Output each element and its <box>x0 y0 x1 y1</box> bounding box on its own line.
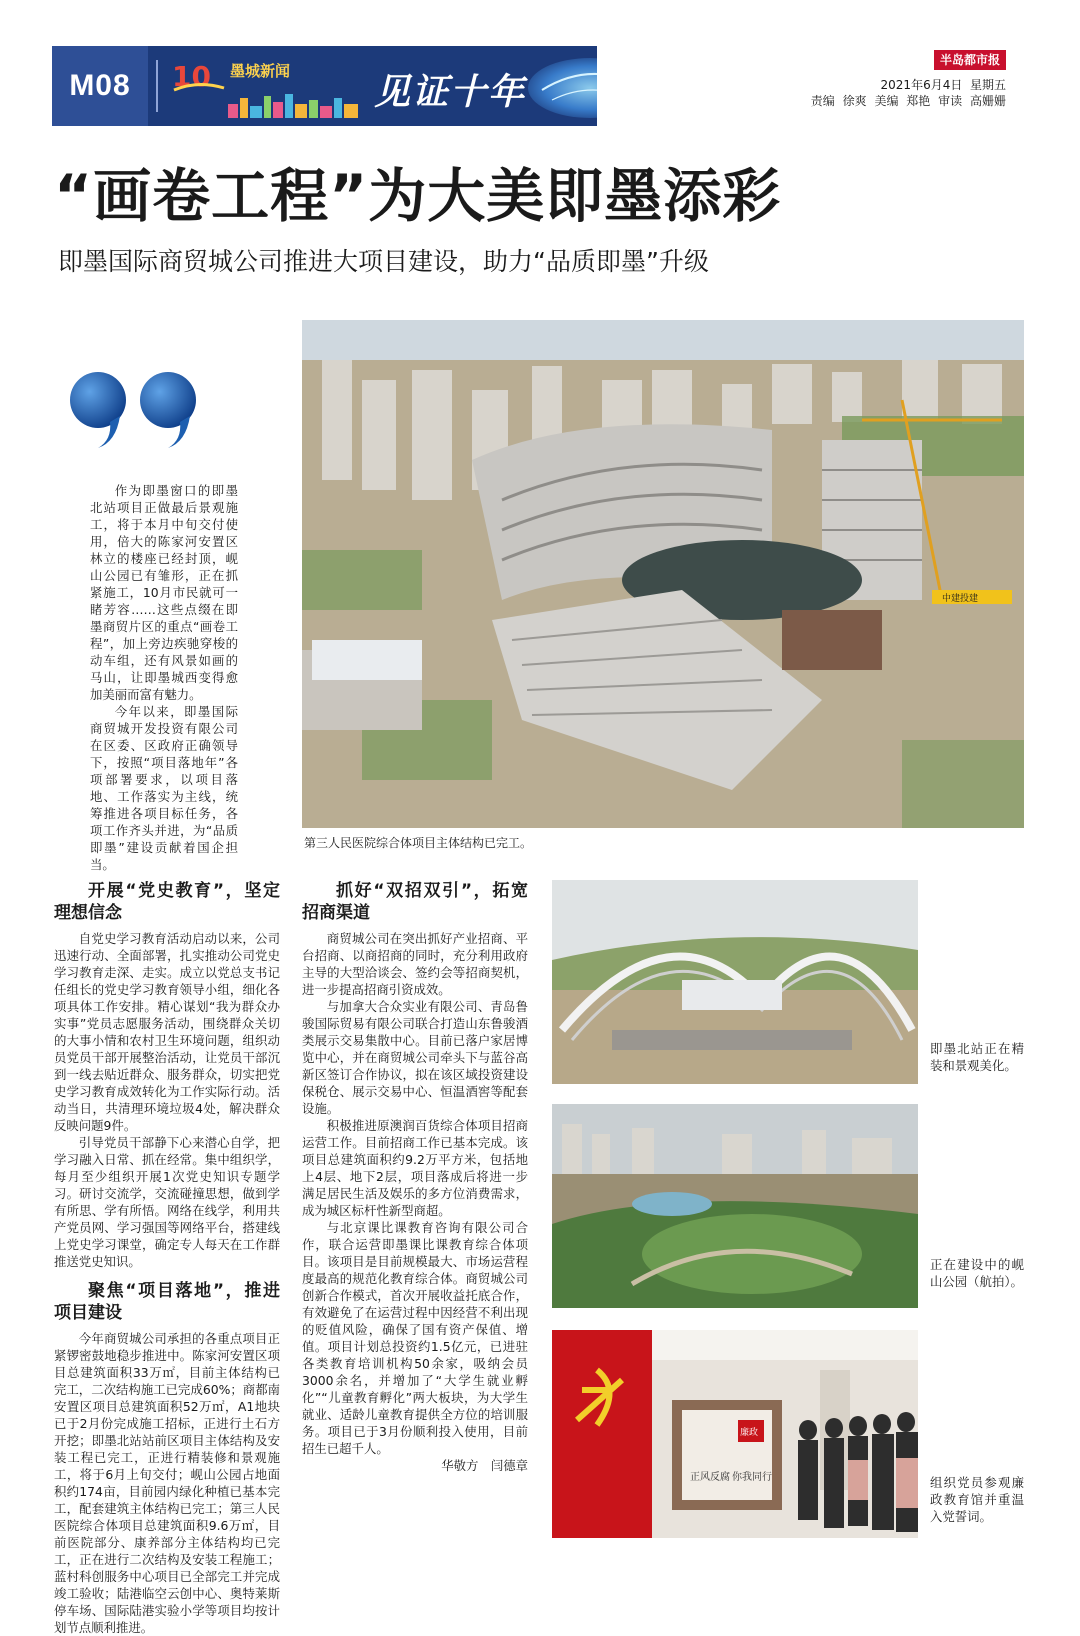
intro-paragraph: 今年以来，即墨国际商贸城开发投资有限公司在区委、区政府正确领导下，按照“项目落地年”各项部署要求，以项目落地、工作落实为主线，统筹推进各项目标任务，各项工作齐头并进，为“品质即墨”建设贡献着国企担当。 <box>90 704 238 872</box>
intro-paragraph: 作为即墨窗口的即墨北站项目正做最后景观施工，将于本月中旬交付使用，倍大的陈家河安置区林立的楼座已经封顶，岘山公园已有雏形，正在抓紧施工，10月市民就可一睹芳容……这些点缀在即墨商贸片区的重点“画卷工程”，加上旁边疾驰穿梭的动车组，还有风景如画的马山，让即墨城西变得愈加美丽而富有魅力。 <box>90 483 238 702</box>
body-paragraph: 与加拿大合众实业有限公司、青岛鲁骏国际贸易有限公司联合打造山东鲁骏酒类展示交易集散中心。目前已落户家居博览中心，并在商贸城公司牵头下与蓝谷高新区签订合作协议，拟在该区域投资建设保税仓、展示交易中心、恒温酒窖等配套设施。 <box>302 999 528 1116</box>
paper-logo: 半岛都市报 <box>934 50 1006 70</box>
body-paragraph: 自党史学习教育活动启动以来，公司迅速行动、全面部署，扎实推动公司党史学习教育走深、走实。成立以党总支书记任组长的党史学习教育领导小组，细化各项具体工作安排。精心谋划“我为群众办实事”党员志愿服务活动，围绕群众关切的大事小情和农村卫生环境问题，组织动员党员干部开展整治活动，让党员干部沉到一线去贴近群众、服务群众，切实把党史学习教育成效转化为工作实际行动。活动当日，共清理环境垃圾4处，解决群众反映问题9件。 <box>54 931 280 1133</box>
anniversary-logo-icon <box>170 58 226 94</box>
byline: 华敬方 闫德章 <box>441 1458 528 1473</box>
section-heading-party-history: 开展“党史教育”，坚定理想信念 <box>54 881 280 923</box>
section-heading-projects: 聚焦“项目落地”，推进项目建设 <box>54 1281 280 1323</box>
banner-divider <box>156 60 158 112</box>
wall-text: 正风反腐 <box>690 1472 730 1483</box>
section-logo-text: 墨城新闻 <box>230 62 291 80</box>
construction-sign-text: 中建投建 <box>942 594 979 604</box>
article-column-1 <box>54 880 280 1636</box>
body-paragraph: 商贸城公司在突出抓好产业招商、平台招商、以商招商的同时，充分利用政府主导的大型洽谈会、签约会等招商契机，进一步提高招商引资成效。 <box>302 931 528 997</box>
editor-credit: 高姗姗 <box>969 94 1006 108</box>
photo-party-members-oath <box>552 1330 918 1538</box>
globe-graphic-icon <box>512 50 597 122</box>
article-column-2 <box>302 880 528 1474</box>
quote-marks-icon <box>68 370 208 450</box>
editor-credit: 美编 <box>874 94 899 108</box>
city-skyline-icon <box>228 92 378 118</box>
article-subheadline: 即墨国际商贸城公司推进大项目建设，助力“品质即墨”升级 <box>58 247 709 276</box>
weekday-text: 星期五 <box>969 78 1006 92</box>
editor-credit: 郑艳 <box>906 94 931 108</box>
page-number: M08 <box>52 46 148 126</box>
body-paragraph: 与北京课比课教育咨询有限公司合作，联合运营即墨课比课教育综合体项目。该项目是目前规模最大、市场运营程度最高的规范化教育综合体。商贸城公司创新合作模式，首次开展收益托底合作，有效避免了在运营过程中因经营不利出现的贬值风险，确保了国有资产保值、增值。项目计划总投资约1.5亿元，已进驻各类教育培训机构50余家，吸纳会员3000余名，并增加了“大学生就业孵化”“儿童教育孵化”两大板块，为大学生就业、适龄儿童教育提供全方位的培训服务。项目已于3月份顺利投入使用，目前招生已超千人。 <box>302 1220 528 1456</box>
intro-text <box>90 482 238 873</box>
photo-caption-park: 正在建设中的岘山公园（航拍）。 <box>930 1257 1024 1289</box>
xianshan-park-aerial-image <box>552 1104 918 1308</box>
wall-text: 你我同行 <box>732 1472 772 1483</box>
editor-credits <box>807 92 1006 109</box>
svg-text:10: 10 <box>172 60 211 93</box>
photo-caption-station: 即墨北站正在精装和景观美化。 <box>930 1041 1024 1073</box>
editor-credit: 审读 <box>938 94 963 108</box>
hospital-aerial-image <box>302 320 1024 828</box>
body-paragraph: 引导党员干部静下心来潜心自学，把学习融入日常、抓在经常。集中组织学，每月至少组织开展1次党史知识专题学习。研讨交流学，交流碰撞思想，做到学有所思、学有所悟。网络在线学，利用共产党员网、学习强国等网络平台，搭建线上党史学习课堂，确定专人每天在工作群推送党史知识。 <box>54 1135 280 1269</box>
education-hall-image <box>552 1330 918 1538</box>
section-banner <box>52 46 597 126</box>
photo-north-station <box>552 880 918 1084</box>
issue-date <box>881 76 1006 93</box>
photo-xianshan-park <box>552 1104 918 1308</box>
body-paragraph: 积极推进原澳润百货综合体项目招商运营工作。目前招商工作已基本完成。该项目总建筑面积约9.2万平方米，包括地上4层、地下2层，项目落成后将进一步满足居民生活及娱乐的多方位消费需求，成为城区标杆性新型商超。 <box>302 1118 528 1218</box>
date-text: 2021年6月4日 <box>880 78 963 92</box>
section-heading-investment: 抓好“双招双引”，拓宽招商渠道 <box>302 881 528 923</box>
main-photo-caption: 第三人民医院综合体项目主体结构已完工。 <box>304 836 533 850</box>
photo-caption-oath: 组织党员参观廉政教育馆并重温入党誓词。 <box>930 1475 1024 1524</box>
north-station-image <box>552 880 918 1084</box>
article-headline: “画卷工程”为大美即墨添彩 <box>54 162 782 230</box>
series-title: 见证十年 <box>374 71 527 113</box>
editor-credit: 徐爽 <box>842 94 867 108</box>
editor-credit: 责编 <box>810 94 835 108</box>
body-paragraph: 今年商贸城公司承担的各重点项目正紧锣密鼓地稳步推进中。陈家河安置区项目总建筑面积33万㎡，目前主体结构已完工，二次结构施工已完成60%；商都南安置区项目总建筑面积52万㎡，A1地块已于2月份完成施工招标，正进行土石方开挖；即墨北站站前区项目主体结构及安装工程已完工，正进行精装修和景观施工，将于6月上旬交付；岘山公园占地面积约174亩，目前园内绿化种植已基本完工，配套建筑主体结构已完工；第三人民医院综合体项目总建筑面积9.6万㎡，目前医院部分、康养部分主体结构均已完工，正在进行二次结构及安装工程施工；蓝村科创服务中心项目已全部完工并完成竣工验收；陆港临空云创中心、奥特莱斯停车场、国际陆港实验小学等项目均按计划节点顺利推进。 <box>54 1331 280 1635</box>
wall-sign-text: 廉政 <box>740 1428 759 1438</box>
main-photo-hospital-construction <box>302 320 1024 828</box>
